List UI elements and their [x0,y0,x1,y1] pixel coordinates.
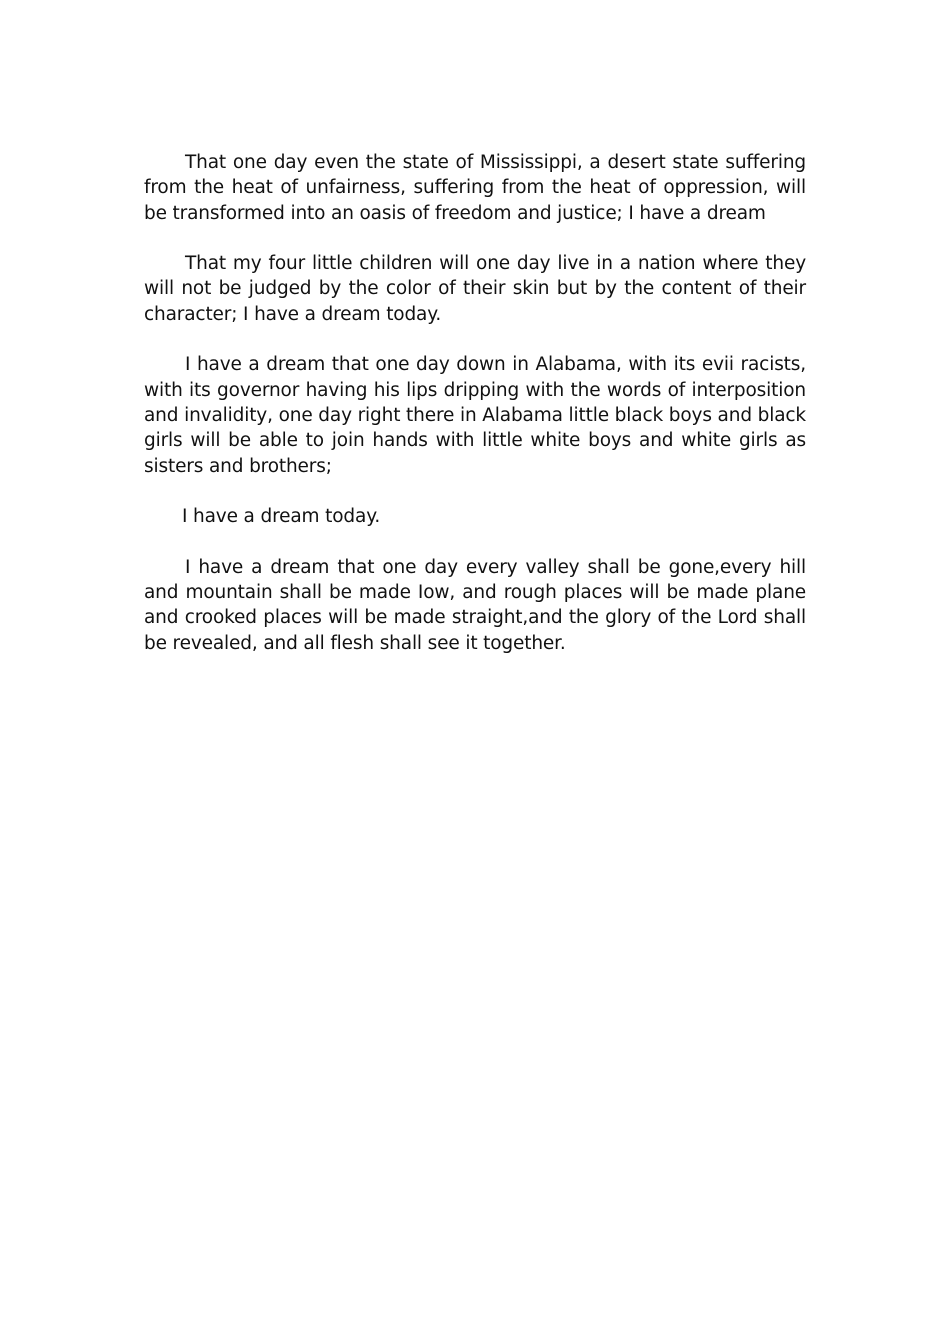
document-body [144,150,806,681]
paragraph-children: That my four little children will one day live in a nation where they will not be judged by the color of their skin but by the content of their character; I have a dream today. [144,253,806,325]
paragraph-valley: I have a dream that one day every valley shall be gone,every hill and mountain shall be made Iow, and rough places will be made plane and crooked places will be made straight,and the glory of the Lord shall be revealed, and all flesh shall see it together. [144,556,806,654]
paragraph-alabama: I have a dream that one day down in Alabama, with its evii racists, with its governor having his lips dripping with the words of interposition and invalidity, one day right there in Alabama little black boys and black girls will be able to join hands with little white boys and white girls as sisters and brothers; [144,354,806,477]
paragraph-dream-today: I have a dream today. [182,506,381,528]
paragraph-mississippi: That one day even the state of Mississippi, a desert state suffering from the heat of unfairness, suffering from the heat of oppression, will be transformed into an oasis of freedom and justice; I have a dream [144,152,806,224]
